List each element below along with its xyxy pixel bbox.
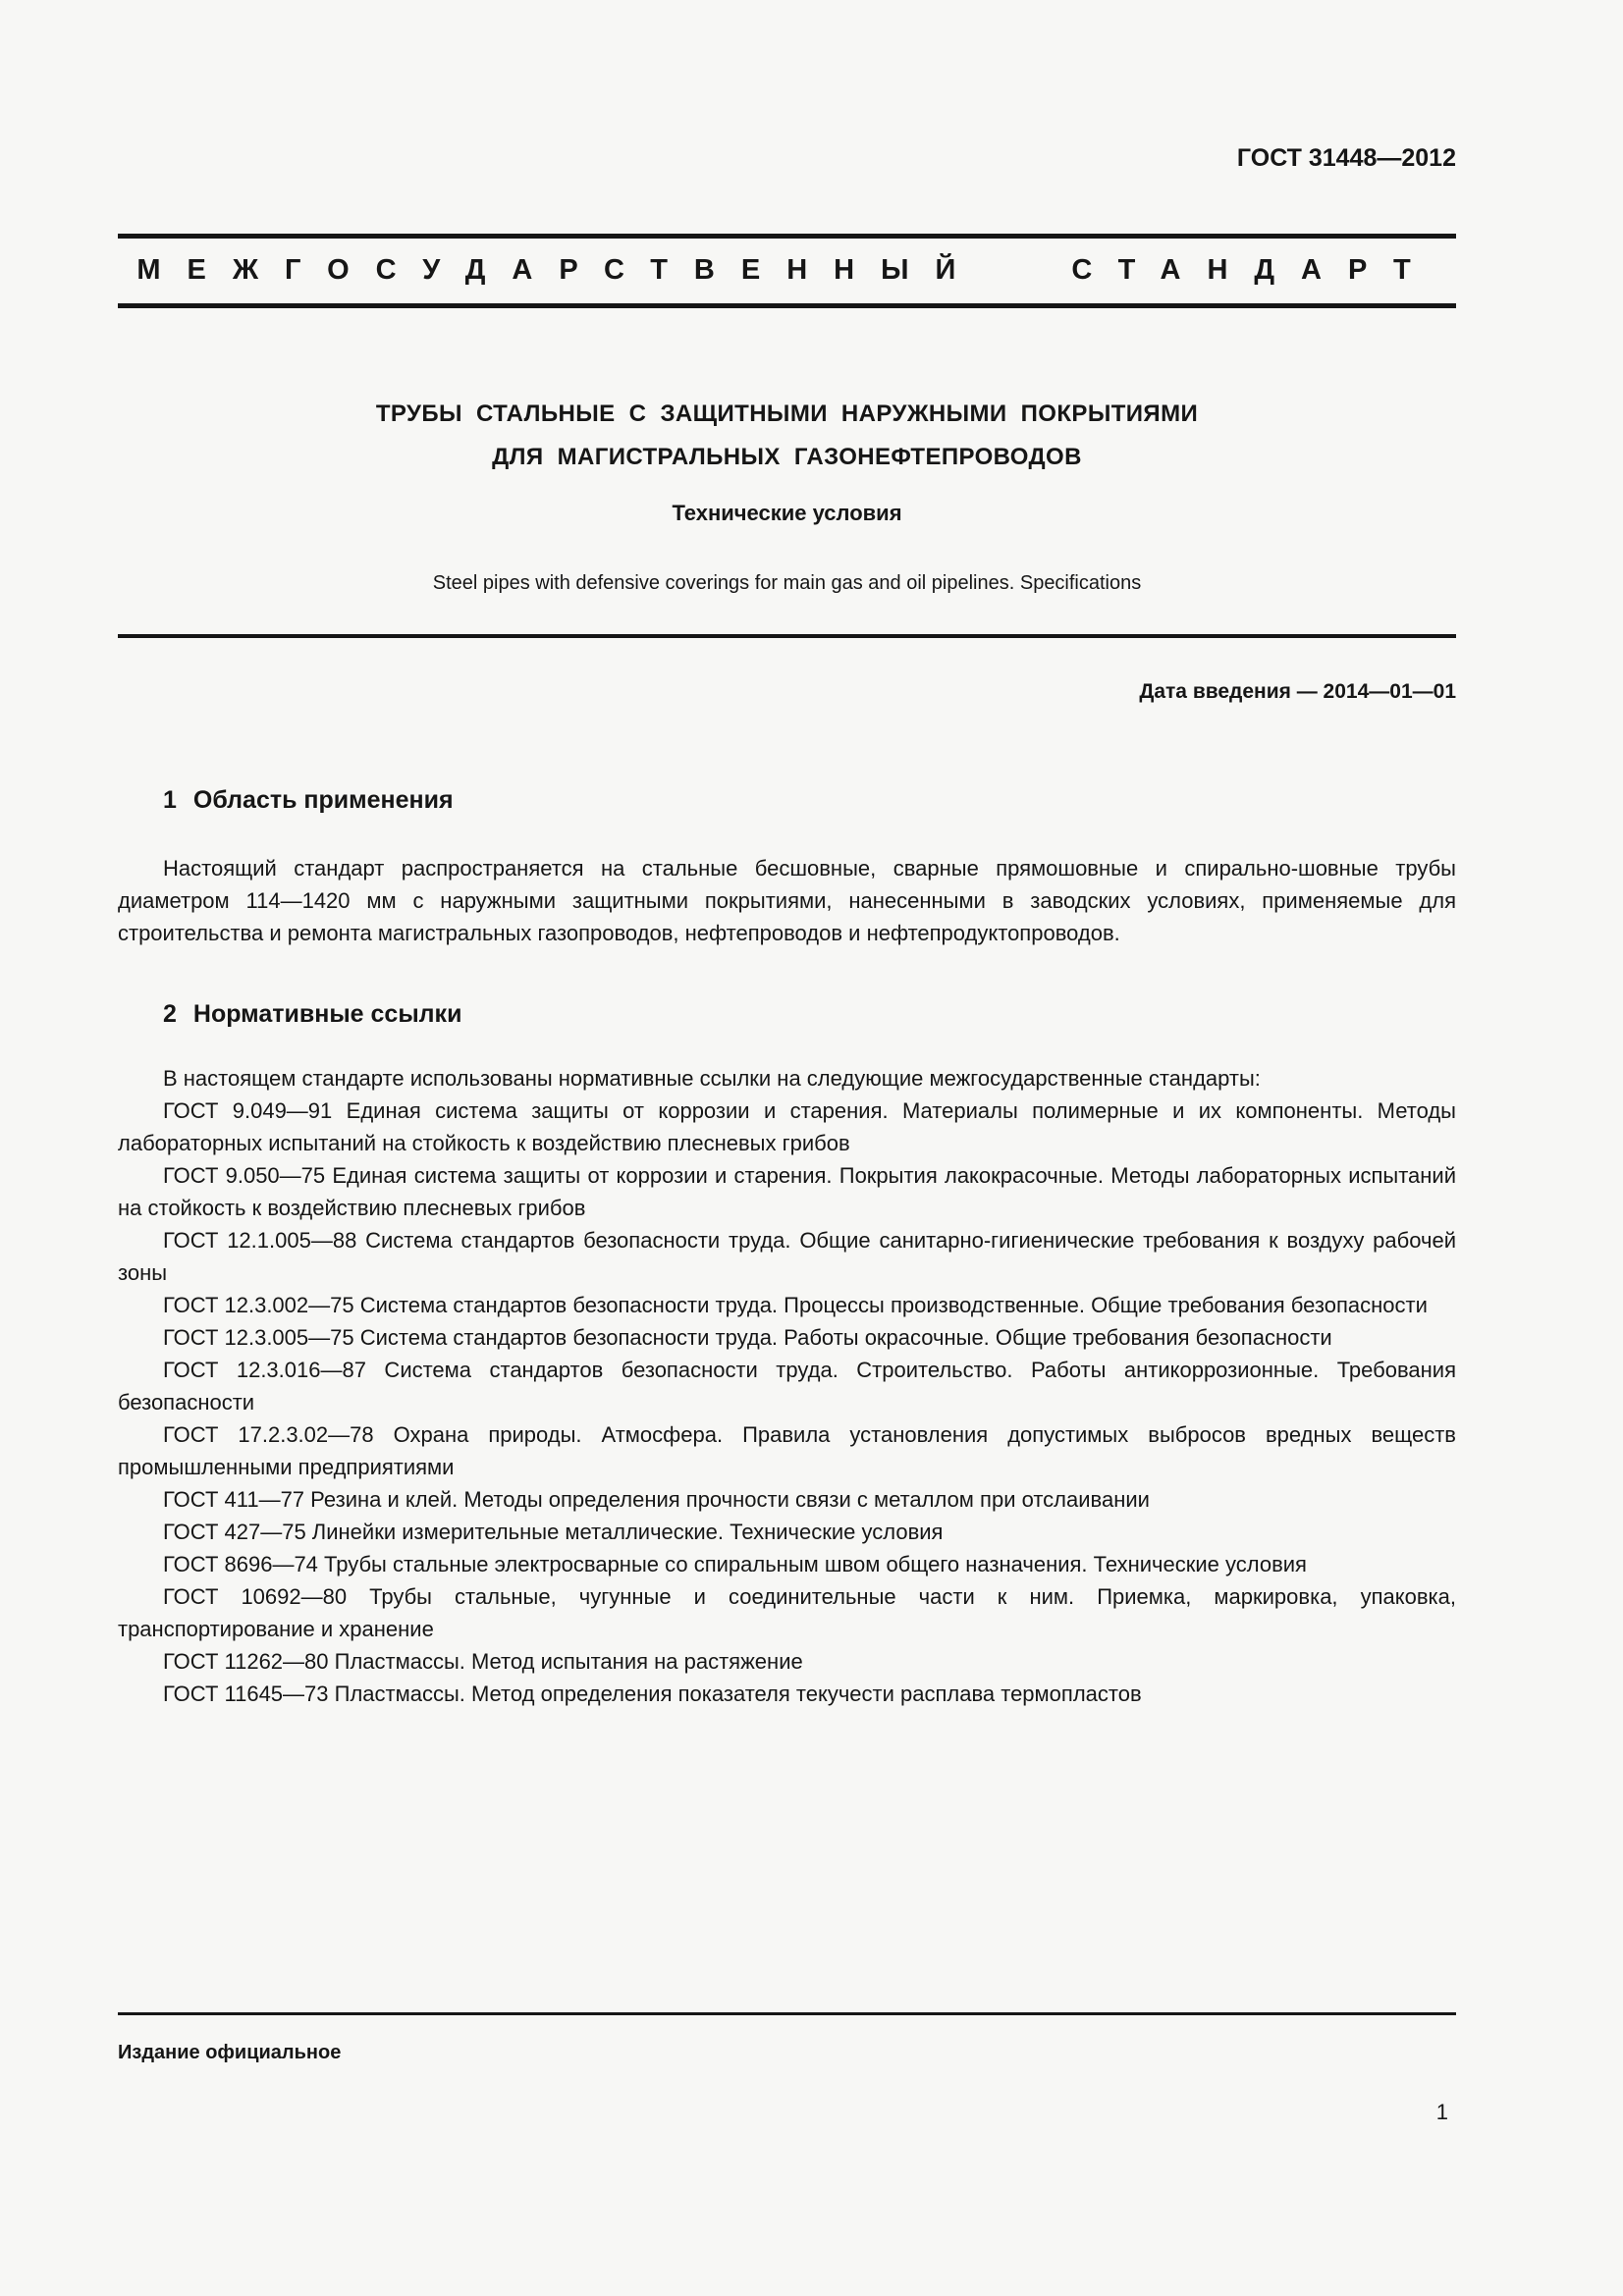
reference-item: ГОСТ 11645—73 Пластмассы. Метод определения показателя текучести расплава термопластов	[163, 1682, 1142, 1706]
reference-item: ГОСТ 8696—74 Трубы стальные электросварные со спиральным швом общего назначения. Технические условия	[163, 1552, 1307, 1576]
reference-item: ГОСТ 9.049—91 Единая система защиты от коррозии и старения. Материалы полимерные и их компоненты. Методы лабораторных испытаний на стойкость к воздействию плесневых грибов	[118, 1098, 1456, 1155]
title-line-2: ДЛЯ МАГИСТРАЛЬНЫХ ГАЗОНЕФТЕПРОВОДОВ	[492, 444, 1082, 470]
reference-item: ГОСТ 427—75 Линейки измерительные металлические. Технические условия	[163, 1520, 944, 1544]
paragraph: В настоящем стандарте использованы нормативные ссылки на следующие межгосударственные стандарты:	[163, 1066, 1261, 1091]
reference-item: ГОСТ 10692—80 Трубы стальные, чугунные и соединительные части к ним. Приемка, маркировка, упаковка, транспортирование и хранение	[118, 1584, 1456, 1641]
section-title: Область применения	[192, 786, 454, 814]
standard-kind-banner	[118, 234, 1456, 308]
doc-number: ГОСТ 31448—2012	[1236, 144, 1456, 172]
section-heading-2	[118, 1000, 1456, 1029]
edition-note: Издание официальное	[118, 2042, 342, 2063]
subtitle: Технические условия	[672, 501, 902, 525]
reference-item: ГОСТ 11262—80 Пластмассы. Метод испытания на растяжение	[163, 1649, 803, 1674]
reference-item: ГОСТ 12.1.005—88 Система стандартов безопасности труда. Общие санитарно-гигиенические требования к воздуху рабочей зоны	[118, 1228, 1456, 1285]
reference-item: ГОСТ 17.2.3.02—78 Охрана природы. Атмосфера. Правила установления допустимых выбросов вредных веществ промышленными предприятиями	[118, 1422, 1456, 1479]
reference-item: ГОСТ 12.3.005—75 Система стандартов безопасности труда. Работы окрасочные. Общие требования безопасности	[163, 1325, 1332, 1350]
footer-rule	[118, 2012, 1456, 2124]
reference-item: ГОСТ 411—77 Резина и клей. Методы определения прочности связи с металлом при отслаивании	[163, 1487, 1150, 1512]
section-heading-1	[118, 786, 1456, 815]
reference-item: ГОСТ 12.3.002—75 Система стандартов безопасности труда. Процессы производственные. Общие требования безопасности	[163, 1293, 1428, 1317]
paragraph: Настоящий стандарт распространяется на стальные бесшовные, сварные прямошовные и спирально-шовные трубы диаметром 114—1420 мм с наружными защитными покрытиями, нанесенными в заводских условиях, применяемые для строительства и ремонта магистральных газопроводов, нефтепроводов и нефтепродуктопроводов.	[118, 856, 1456, 945]
section-1-body	[118, 852, 1456, 949]
page-number: 1	[1435, 2100, 1448, 2124]
reference-item: ГОСТ 12.3.016—87 Система стандартов безопасности труда. Строительство. Работы антикоррозионные. Требования безопасности	[118, 1358, 1456, 1415]
effective-date: Дата введения — 2014—01—01	[1139, 680, 1456, 703]
divider-rule	[118, 634, 1456, 638]
section-number: 1	[163, 786, 177, 814]
title-block	[118, 393, 1456, 526]
section-number: 2	[163, 1000, 177, 1028]
reference-item: ГОСТ 9.050—75 Единая система защиты от коррозии и старения. Покрытия лакокрасочные. Методы лабораторных испытаний на стойкость к воздействию плесневых грибов	[118, 1163, 1456, 1220]
title-line-1: ТРУБЫ СТАЛЬНЫЕ С ЗАЩИТНЫМИ НАРУЖНЫМИ ПОКРЫТИЯМИ	[375, 400, 1199, 427]
standard-kind-text: МЕЖГОСУДАРСТВЕННЫЙ СТАНДАРТ	[136, 254, 1437, 286]
section-2-body	[118, 1062, 1456, 1710]
section-title: Нормативные ссылки	[192, 1000, 462, 1028]
title-english: Steel pipes with defensive coverings for main gas and oil pipelines. Specifications	[432, 572, 1142, 594]
